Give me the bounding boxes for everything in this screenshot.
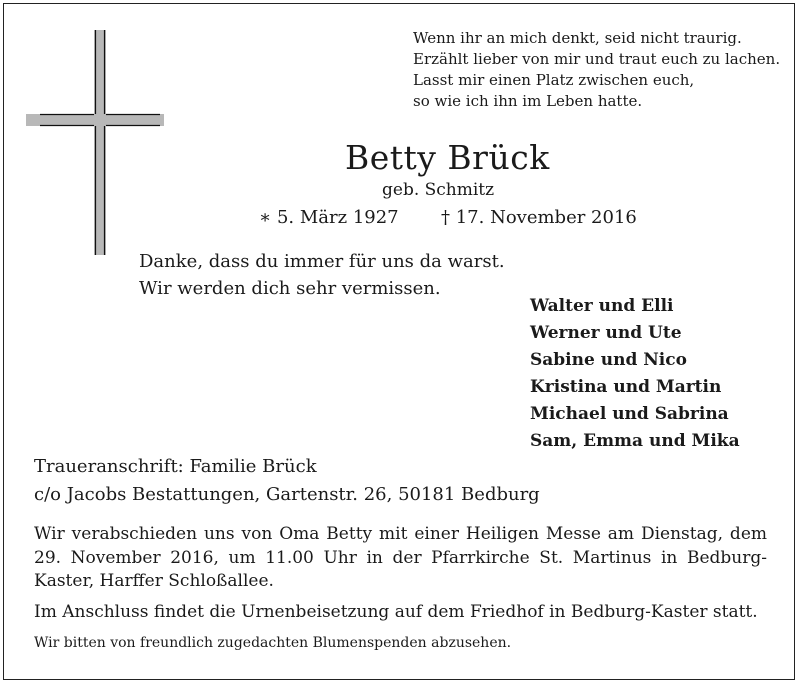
birth-date: ∗ 5. März 1927 (259, 207, 399, 228)
mourner-entry: Werner und Ute (530, 323, 682, 343)
cross-icon (26, 30, 164, 255)
mourning-address (34, 453, 540, 509)
poem-line: Wenn ihr an mich denkt, seid nicht traurig. (413, 29, 742, 47)
thanks-line: Danke, dass du immer für uns da warst. (139, 251, 505, 272)
mourner-entry: Walter und Elli (530, 296, 674, 316)
mourner-entry: Kristina und Martin (530, 377, 722, 397)
poem (413, 28, 780, 112)
urn-burial-notice: Im Anschluss findet die Urnenbeisetzung auf dem Friedhof in Bedburg-Kaster statt. (34, 602, 758, 622)
service-text: Wir verabschieden uns von Oma Betty mit einer Heiligen Messe am Dienstag, dem 29. November 2016, um 11.00 Uhr in der Pfarrkirche St. Martinus in Bedburg-Kaster, Harffer Schloßallee. (34, 524, 767, 591)
poem-line: so wie ich ihn im Leben hatte. (413, 92, 643, 110)
thanks-text (139, 248, 505, 302)
mourner-entry: Sabine und Nico (530, 350, 687, 370)
mourner-entry: Sam, Emma und Mika (530, 431, 740, 451)
poem-line: Lasst mir einen Platz zwischen euch, (413, 71, 695, 89)
address-line: c/o Jacobs Bestattungen, Gartenstr. 26, 50181 Bedburg (34, 484, 540, 505)
address-line: Traueranschrift: Familie Brück (34, 456, 317, 477)
mourner-entry: Michael und Sabrina (530, 404, 729, 424)
poem-line: Erzählt lieber von mir und traut euch zu lachen. (413, 50, 781, 68)
deceased-name: Betty Brück (345, 138, 550, 177)
birth-name: geb. Schmitz (382, 180, 495, 200)
flowers-note: Wir bitten von freundlich zugedachten Blumenspenden abzusehen. (34, 635, 512, 651)
service-notice (34, 523, 767, 594)
death-date: † 17. November 2016 (441, 207, 637, 228)
mourners-list (530, 293, 740, 455)
thanks-line: Wir werden dich sehr vermissen. (139, 278, 441, 299)
